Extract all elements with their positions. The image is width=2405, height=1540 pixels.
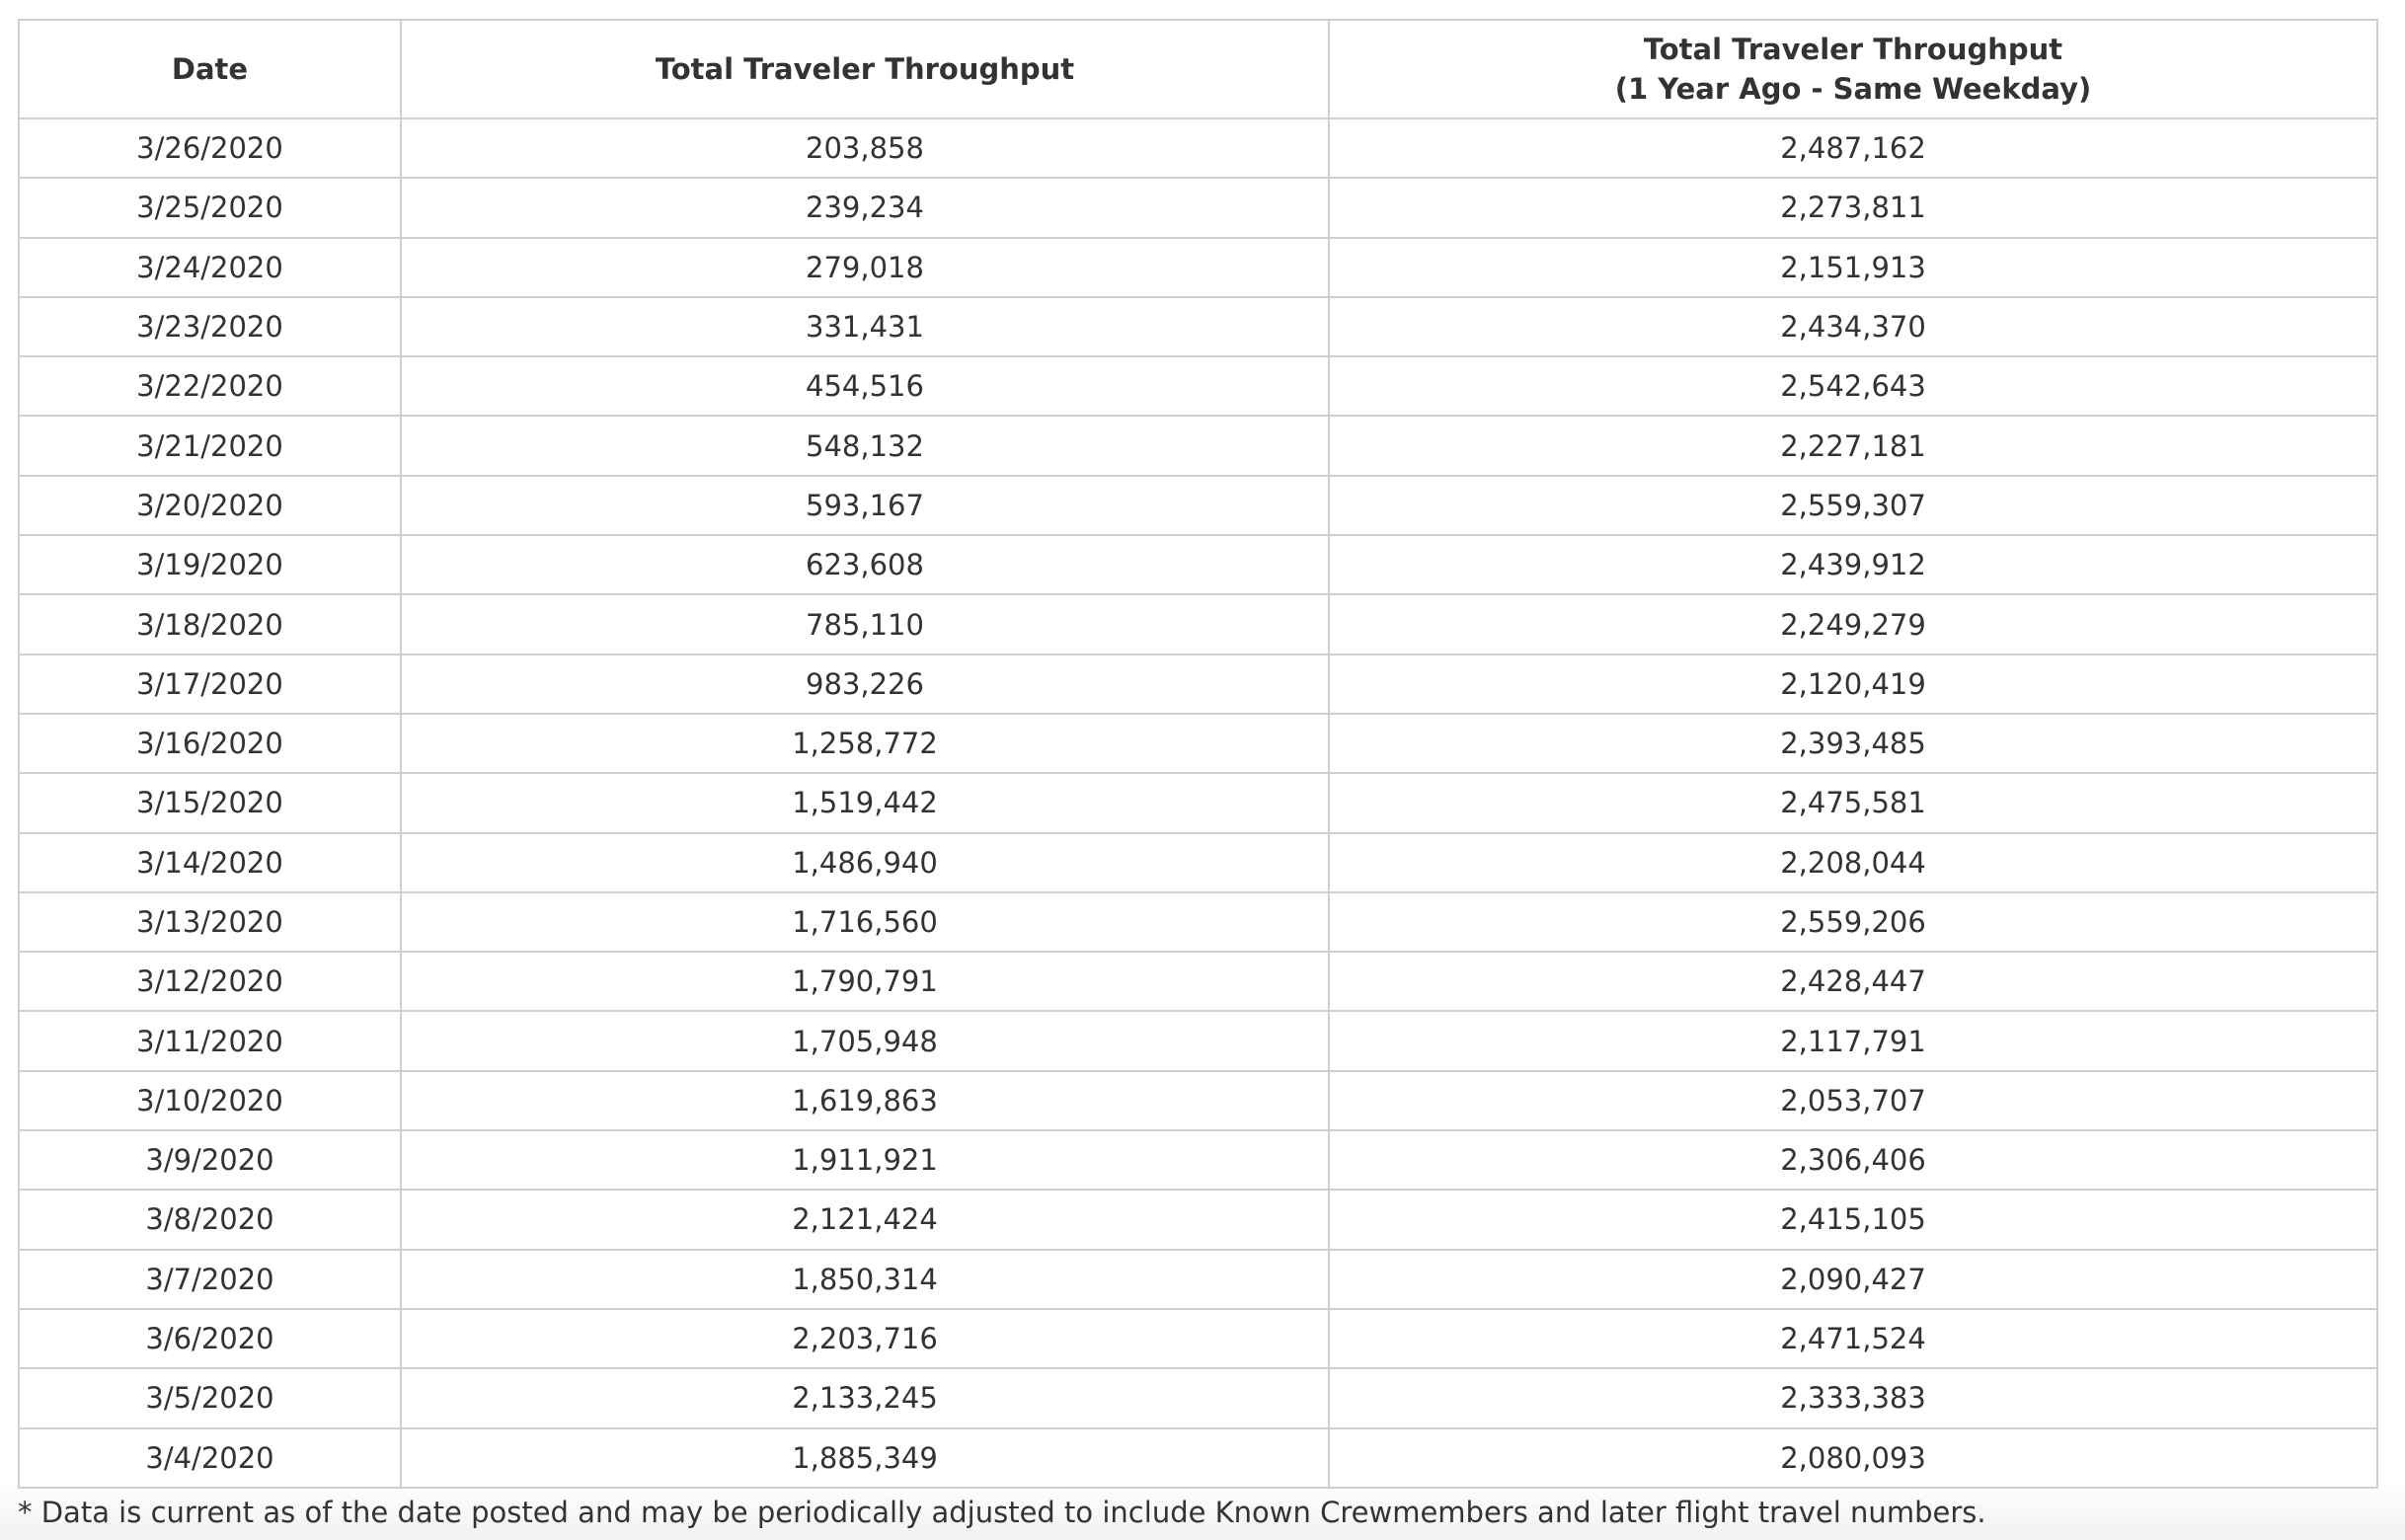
table-row: [19, 1250, 2377, 1309]
table-row: [19, 773, 2377, 832]
table-row: [19, 476, 2377, 535]
table-body: [19, 118, 2377, 1488]
cell-prior-year: 2,471,524: [1329, 1309, 2377, 1368]
cell-date: 3/19/2020: [19, 535, 401, 594]
table-header-row: [19, 20, 2377, 118]
cell-prior-year: 2,434,370: [1329, 297, 2377, 356]
throughput-table: [18, 19, 2378, 1489]
cell-prior-year: 2,439,912: [1329, 535, 2377, 594]
cell-prior-year: 2,208,044: [1329, 833, 2377, 892]
cell-throughput: 1,911,921: [401, 1130, 1329, 1190]
column-header-prior-year-line2: (1 Year Ago - Same Weekday): [1614, 72, 2092, 106]
table-row: [19, 952, 2377, 1011]
cell-throughput: 785,110: [401, 594, 1329, 654]
table-row: [19, 1368, 2377, 1427]
cell-date: 3/16/2020: [19, 714, 401, 773]
table-row: [19, 1190, 2377, 1249]
column-header-prior-year: [1329, 20, 2377, 118]
cell-date: 3/21/2020: [19, 416, 401, 475]
cell-prior-year: 2,487,162: [1329, 118, 2377, 178]
cell-date: 3/14/2020: [19, 833, 401, 892]
cell-prior-year: 2,151,913: [1329, 238, 2377, 297]
cell-throughput: 548,132: [401, 416, 1329, 475]
cell-throughput: 2,203,716: [401, 1309, 1329, 1368]
cell-prior-year: 2,393,485: [1329, 714, 2377, 773]
cell-throughput: 1,716,560: [401, 892, 1329, 952]
cell-throughput: 454,516: [401, 356, 1329, 416]
cell-date: 3/23/2020: [19, 297, 401, 356]
cell-prior-year: 2,542,643: [1329, 356, 2377, 416]
cell-date: 3/20/2020: [19, 476, 401, 535]
cell-date: 3/17/2020: [19, 654, 401, 714]
column-header-throughput: Total Traveler Throughput: [401, 20, 1329, 118]
cell-date: 3/13/2020: [19, 892, 401, 952]
cell-date: 3/25/2020: [19, 178, 401, 237]
cell-date: 3/18/2020: [19, 594, 401, 654]
table-row: [19, 238, 2377, 297]
cell-date: 3/8/2020: [19, 1190, 401, 1249]
cell-prior-year: 2,053,707: [1329, 1071, 2377, 1130]
cell-throughput: 983,226: [401, 654, 1329, 714]
cell-date: 3/9/2020: [19, 1130, 401, 1190]
table-row: [19, 1428, 2377, 1488]
cell-prior-year: 2,249,279: [1329, 594, 2377, 654]
cell-throughput: 203,858: [401, 118, 1329, 178]
cell-prior-year: 2,090,427: [1329, 1250, 2377, 1309]
cell-date: 3/5/2020: [19, 1368, 401, 1427]
cell-date: 3/7/2020: [19, 1250, 401, 1309]
cell-prior-year: 2,227,181: [1329, 416, 2377, 475]
cell-throughput: 1,486,940: [401, 833, 1329, 892]
table-row: [19, 892, 2377, 952]
cell-prior-year: 2,306,406: [1329, 1130, 2377, 1190]
cell-date: 3/12/2020: [19, 952, 401, 1011]
cell-prior-year: 2,120,419: [1329, 654, 2377, 714]
table-row: [19, 1309, 2377, 1368]
table-row: [19, 714, 2377, 773]
cell-date: 3/10/2020: [19, 1071, 401, 1130]
cell-throughput: 1,258,772: [401, 714, 1329, 773]
cell-throughput: 593,167: [401, 476, 1329, 535]
cell-prior-year: 2,273,811: [1329, 178, 2377, 237]
cell-throughput: 2,133,245: [401, 1368, 1329, 1427]
cell-throughput: 239,234: [401, 178, 1329, 237]
cell-date: 3/26/2020: [19, 118, 401, 178]
table-row: [19, 1130, 2377, 1190]
table-row: [19, 297, 2377, 356]
cell-throughput: 1,790,791: [401, 952, 1329, 1011]
cell-throughput: 1,705,948: [401, 1011, 1329, 1070]
table-row: [19, 535, 2377, 594]
cell-prior-year: 2,117,791: [1329, 1011, 2377, 1070]
cell-throughput: 279,018: [401, 238, 1329, 297]
cell-prior-year: 2,559,307: [1329, 476, 2377, 535]
column-header-date: Date: [19, 20, 401, 118]
table-row: [19, 118, 2377, 178]
cell-prior-year: 2,475,581: [1329, 773, 2377, 832]
table-row: [19, 356, 2377, 416]
cell-date: 3/24/2020: [19, 238, 401, 297]
cell-date: 3/22/2020: [19, 356, 401, 416]
cell-throughput: 1,519,442: [401, 773, 1329, 832]
cell-prior-year: 2,080,093: [1329, 1428, 2377, 1488]
table-row: [19, 416, 2377, 475]
cell-throughput: 331,431: [401, 297, 1329, 356]
cell-throughput: 1,619,863: [401, 1071, 1329, 1130]
cell-date: 3/11/2020: [19, 1011, 401, 1070]
cell-throughput: 2,121,424: [401, 1190, 1329, 1249]
table-row: [19, 1071, 2377, 1130]
cell-throughput: 1,885,349: [401, 1428, 1329, 1488]
cell-throughput: 623,608: [401, 535, 1329, 594]
table-row: [19, 654, 2377, 714]
table-row: [19, 594, 2377, 654]
cell-prior-year: 2,559,206: [1329, 892, 2377, 952]
cell-prior-year: 2,415,105: [1329, 1190, 2377, 1249]
table-row: [19, 178, 2377, 237]
table-row: [19, 833, 2377, 892]
cell-date: 3/6/2020: [19, 1309, 401, 1368]
cell-date: 3/4/2020: [19, 1428, 401, 1488]
cell-throughput: 1,850,314: [401, 1250, 1329, 1309]
cell-date: 3/15/2020: [19, 773, 401, 832]
cell-prior-year: 2,333,383: [1329, 1368, 2377, 1427]
column-header-prior-year-line1: Total Traveler Throughput: [1643, 33, 2063, 66]
footnote: * Data is current as of the date posted and may be periodically adjusted to include Known Crewmembers and later flight travel numbers.: [18, 1496, 1986, 1529]
table-row: [19, 1011, 2377, 1070]
cell-prior-year: 2,428,447: [1329, 952, 2377, 1011]
